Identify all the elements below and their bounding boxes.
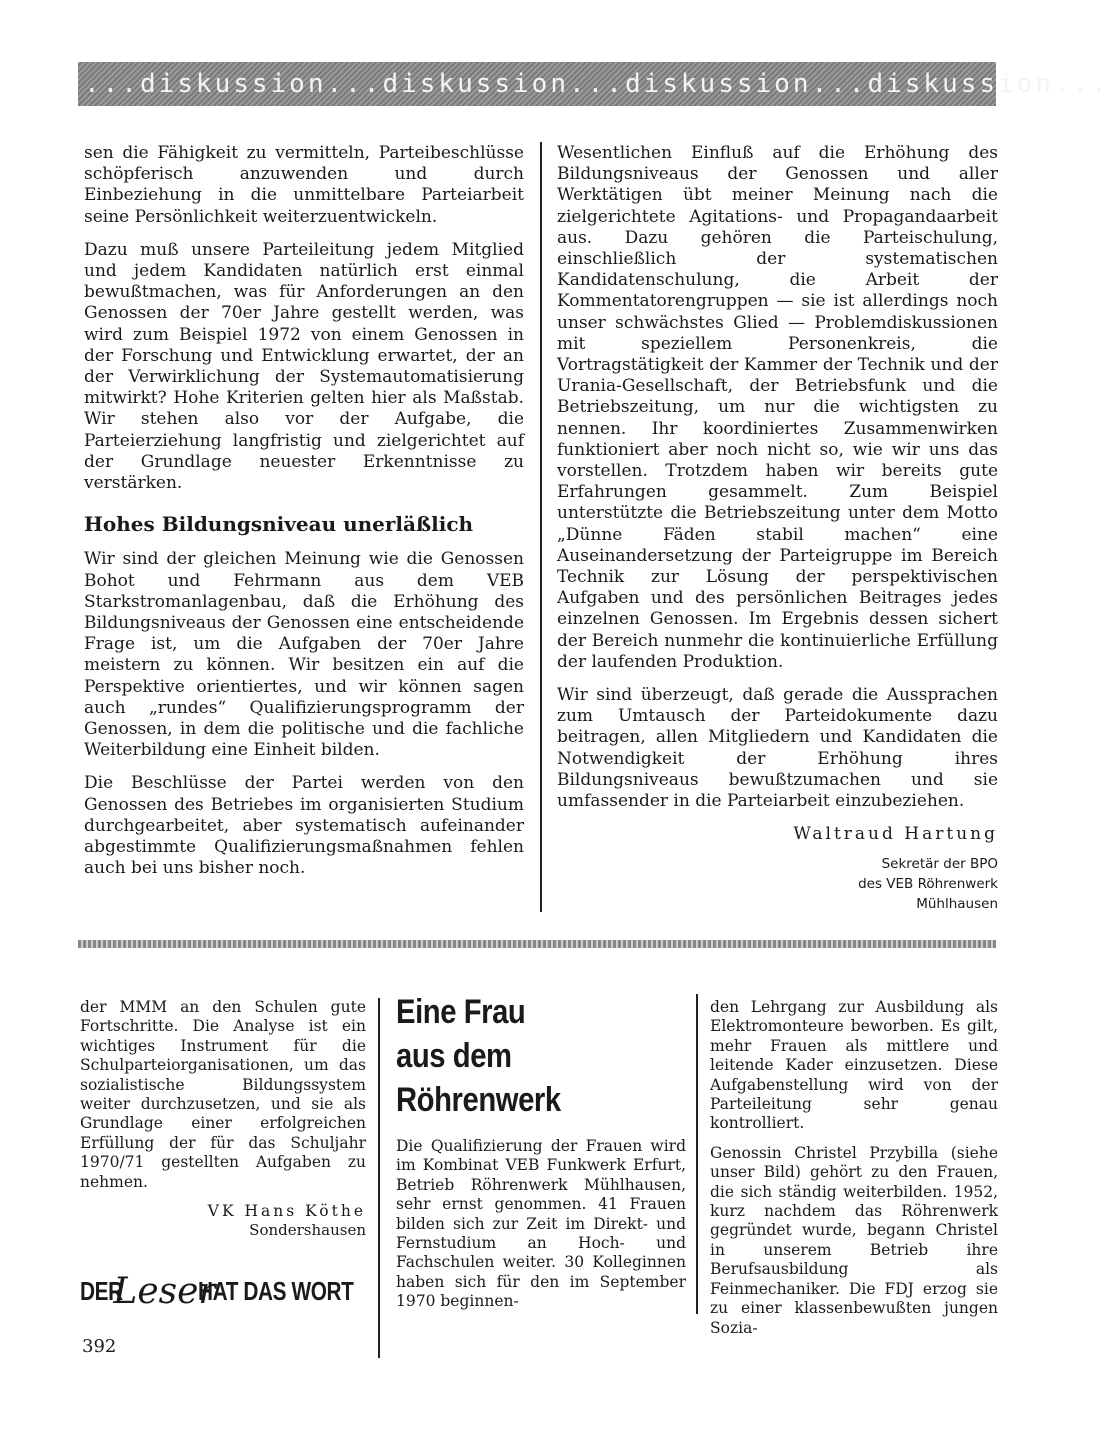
article-column-b xyxy=(710,998,998,1348)
role-line: des VEB Röhrenwerk xyxy=(858,875,998,892)
paragraph: den Lehrgang zur Ausbildung als Elektromonteure beworben. Es gilt, mehr Frauen als mittlere und leitende Kader einzusetzen. Diese Aufgabenstellung wird von der Parteileitung sehr genau kontrolliert. xyxy=(710,998,998,1133)
article-column-1 xyxy=(84,143,524,892)
logo-word-right: HAT DAS WORT xyxy=(197,1275,354,1306)
headline-line: Röhrenwerk xyxy=(396,1081,561,1119)
paragraph: Genossin Christel Przybilla (siehe unser Bild) gehört zu den Frauen, die sich ständig weiterbilden. 1952, kurz nachdem das Röhrenwerk gegründet wurde, begann Christel in unserem Betrieb ihre Berufsausbildung als Feinmechaniker. Die FDJ erzog sie zu einer klassenbewußten jungen Sozia- xyxy=(710,1143,998,1337)
paragraph: Die Qualifizierung der Frauen wird im Kombinat VEB Funkwerk Erfurt, Betrieb Röhrenwerk Mühlhausen, sehr ernst genommen. 41 Frauen bilden sich zur Zeit im Direkt- und Fernstudium an Hoch- und Fachschulen weiter. 30 Kolleginnen haben sich für den im September 1970 beginnen- xyxy=(396,1137,686,1311)
reader-logo xyxy=(80,1268,366,1314)
headline-line: Eine Frau xyxy=(396,993,526,1031)
paragraph: sen die Fähigkeit zu vermitteln, Parteibeschlüsse schöpferisch anzuwenden und durch Einbeziehung in die unmittelbare Parteiarbeit seine Persönlichkeit weiterzuentwickeln. xyxy=(84,143,524,227)
article-column-2 xyxy=(557,143,998,914)
role-line: Sekretär der BPO xyxy=(881,855,998,872)
page-number: 392 xyxy=(82,1336,117,1357)
paragraph: der MMM an den Schulen gute Fortschritte. Die Analyse ist ein wichtiges Instrument für die Schulparteiorganisationen, um das sozialistische Bildungssystem weiter durchzusetzen, und sie als Grundlage einer erfolgreichen Erfüllung der für das Schuljahr 1970/71 gestellten Aufgaben zu nehmen. xyxy=(80,998,366,1191)
author-name: Waltraud Hartung xyxy=(793,824,998,845)
section-divider xyxy=(78,940,996,948)
paragraph: Die Beschlüsse der Partei werden von den Genossen des Betriebes im organisierten Studium durchgearbeitet, aber systematisch aufeinander abgestimmte Qualifizierungsmaßnahmen fehlen auch bei uns bisher noch. xyxy=(84,773,524,879)
paragraph: Wir sind überzeugt, daß gerade die Aussprachen zum Umtausch der Parteidokumente dazu beitragen, allen Mitgliedern und Kandidaten die Notwendigkeit der Erhöhung ihres Bildungsniveaus bewußtzumachen und sie umfassender in die Parteiarbeit einzubeziehen. xyxy=(557,685,998,812)
column-divider xyxy=(378,998,380,1358)
column-divider xyxy=(696,994,698,1314)
author-place: Sondershausen xyxy=(249,1221,366,1240)
role-line: Mühlhausen xyxy=(916,895,998,912)
column-divider xyxy=(540,142,542,912)
logo-word-left: DER xyxy=(80,1275,123,1306)
paragraph: Wir sind der gleichen Meinung wie die Genossen Bohot und Fehrmann aus dem VEB Starkstromanlagenbau, daß die Erhöhung des Bildungsniveaus der Genossen eine entscheidende Frage ist, um die Aufgaben der 70er Jahre meistern zu können. Wir besitzen ein auf die Perspektive orientiertes, und wir können sagen auch „rundes“ Qualifizierungsprogramm der Genossen, in dem die politische und die fachliche Weiterbildung eine Einheit bilden. xyxy=(84,549,524,761)
subheading: Hohes Bildungsniveau unerläßlich xyxy=(84,512,474,537)
article-column-a xyxy=(396,1137,686,1322)
article-headline xyxy=(396,990,645,1122)
logo-script-word: Leser xyxy=(113,1270,216,1312)
reader-letter-column xyxy=(80,998,366,1241)
paragraph: Dazu muß unsere Parteileitung jedem Mitglied und jedem Kandidaten natürlich erst einmal bewußtmachen, was für Anforderungen an den Genossen der 70er Jahre gestellt werden, was wird zum Beispiel 1972 von einem Genossen in der Forschung und Entwicklung erwartet, der an der Verwirklichung der Systemautomatisierung mitwirkt? Hohe Kriterien gelten hier als Maßstab. Wir stehen also vor der Aufgabe, die Parteierziehung langfristig und zielgerichtet auf der Grundlage neuester Erkenntnisse zu verstärken. xyxy=(84,239,524,494)
author-name: VK Hans Köthe xyxy=(207,1202,366,1221)
paragraph: Wesentlichen Einfluß auf die Erhöhung des Bildungsniveaus der Genossen und aller Werktätigen übt meiner Meinung nach die zielgerichtete Agitations- und Propagandaarbeit aus. Dazu gehören die Parteischulung, einschließlich der systematischen Kandidatenschulung, die Arbeit der Kommentatorengruppen — sie ist allerdings noch unser schwächstes Glied — Problemdiskussionen mit speziellem Personenkreis, die Vortragstätigkeit der Kammer der Technik und der Urania-Gesellschaft, der Betriebsfunk und die Betriebszeitung, um nur die wichtigsten zu nennen. Ihr koordiniertes Zusammenwirken funktioniert aber noch nicht so, wie wir uns das vorstellen. Trotzdem haben wir bereits gute Erfahrungen gesammelt. Zum Beispiel unterstützte die Betriebszeitung unter dem Motto „Dünne Fäden stabil machen“ eine Auseinandersetzung der Parteigruppe im Bereich Technik zur Lösung der perspektivischen Aufgaben und des persönlichen Beitrages jedes einzelnen Genossen. Im Ergebnis dessen sichert der Bereich nunmehr die kontinuierliche Erfüllung der laufenden Produktion. xyxy=(557,143,998,672)
discussion-banner: ...diskussion...diskussion...diskussion...diskussion... xyxy=(78,62,996,106)
author-role xyxy=(557,854,998,914)
headline-line: aus dem xyxy=(396,1037,512,1075)
